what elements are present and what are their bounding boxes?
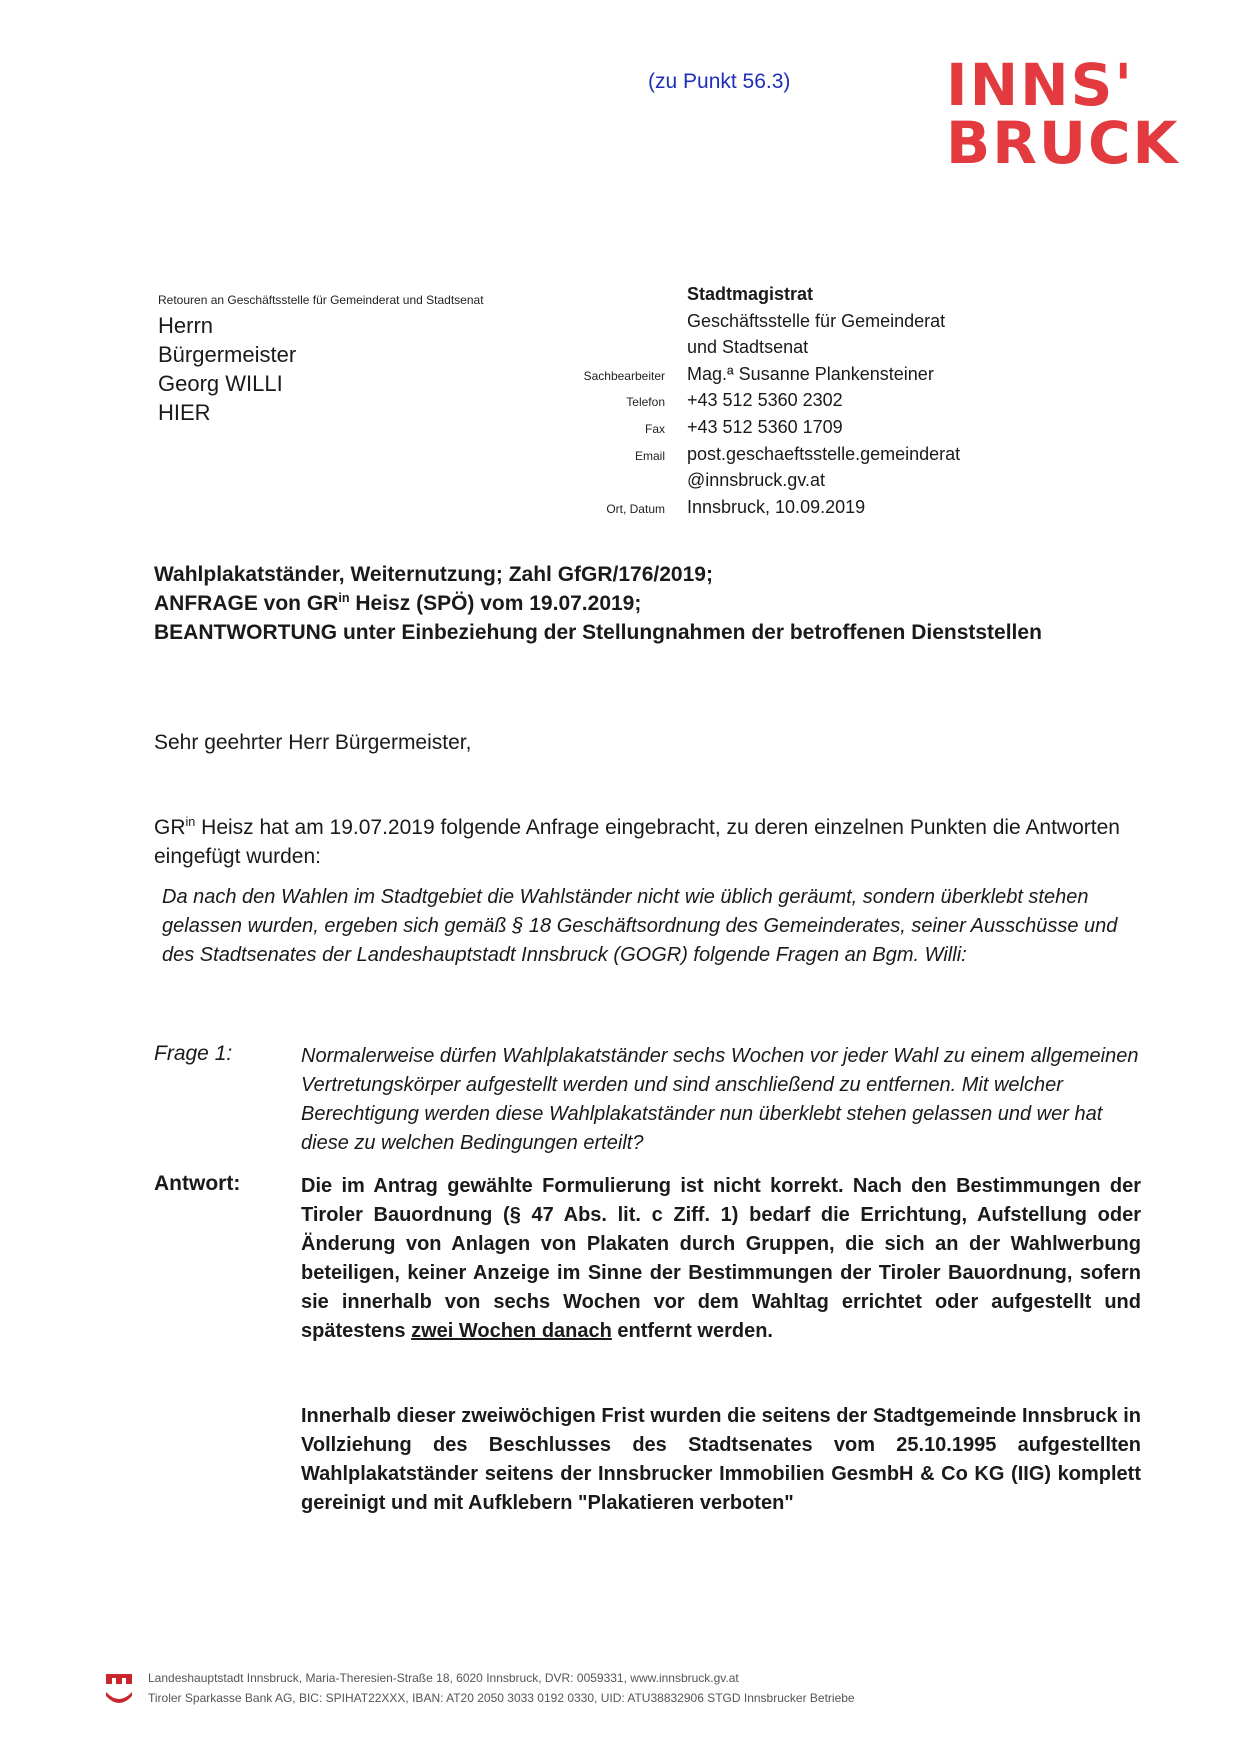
- logo-line-1: INNS': [946, 51, 1135, 119]
- recipient-line: Herrn: [158, 313, 214, 338]
- phone-number: +43 512 5360 2302: [687, 390, 843, 411]
- innsbruck-logo: [946, 51, 1196, 177]
- inquiry-quote: Da nach den Wahlen im Stadtgebiet die Wahlständer nicht wie üblich geräumt, sondern überklebt stehen gelassen wurden, ergeben sich gemäß § 18 Geschäftsordnung des Gemeinderates, seiner Ausschüsse und des Stadtsenates der Landeshauptstadt Innsbruck (GOGR) folgende Fragen an Bgm. Willi:: [162, 886, 1118, 966]
- fax-number: +43 512 5360 1709: [687, 416, 843, 437]
- email-label: Email: [634, 448, 665, 463]
- salutation: Sehr geehrter Herr Bürgermeister,: [154, 731, 472, 754]
- city-emblem-icon: [104, 1672, 134, 1710]
- question-label: Frage 1:: [154, 1042, 233, 1065]
- email-address[interactable]: post.geschaeftsstelle.gemeinderat: [687, 443, 961, 464]
- recipient-address: [158, 311, 296, 427]
- question-text: Normalerweise dürfen Wahlplakatständer sechs Wochen vor jeder Wahl zu einem allgemeinen Vertretungskörper aufgestellt werden und sind anschließend zu entfernen. Mit welcher Berechtigung werden diese Wahlplakatständer nun überklebt stehen gelassen und wer hat diese zu welchen Bedingungen erteilt?: [301, 1045, 1139, 1154]
- subject-line-3: BEANTWORTUNG unter Einbeziehung der Stellungnahmen der betroffenen Dienststellen: [154, 621, 1042, 644]
- clerk-label: Sachbearbeiter: [583, 368, 665, 383]
- phone-label: Telefon: [626, 395, 665, 410]
- subject-line-1: Wahlplakatständer, Weiternutzung; Zahl GfGR/176/2019;: [154, 563, 713, 586]
- answer-paragraph-2: Innerhalb dieser zweiwöchigen Frist wurden die seitens der Stadtgemeinde Innsbruck in Vollziehung des Beschlusses des Stadtsenates vom 25.10.1995 aufgestellten Wahlplakatständer seitens der Innsbrucker Immobilien GesmbH & Co KG (IIG) komplett gereinigt und mit Aufklebern "Plakatieren verboten": [301, 1405, 1141, 1514]
- sender-info-block: [520, 284, 1080, 523]
- recipient-line: Bürgermeister: [158, 342, 297, 367]
- recipient-line: HIER: [158, 400, 211, 425]
- recipient-line: Georg WILLI: [158, 371, 283, 396]
- clerk-name: Mag.ª Susanne Plankensteiner: [687, 363, 934, 384]
- answer-label: Antwort:: [154, 1172, 241, 1195]
- return-address-line: Retouren an Geschäftsstelle für Gemeinderat und Stadtsenat: [158, 293, 484, 307]
- fax-label: Fax: [644, 421, 665, 436]
- logo-line-2: BRUCK: [946, 109, 1180, 177]
- sender-department: und Stadtsenat: [687, 337, 809, 358]
- email-address-domain[interactable]: @innsbruck.gv.at: [687, 470, 825, 491]
- answer-paragraph-1: Die im Antrag gewählte Formulierung ist nicht korrekt. Nach den Bestimmungen der Tiroler Bauordnung (§ 47 Abs. lit. c Ziff. 1) bedarf die Errichtung, Aufstellung oder Änderung von Anlagen von Plakaten durch Gruppen, die sich an der Wahlwerbung beteiligen, keiner Anzeige im Sinne der Bestimmungen der Tiroler Bauordnung, sofern sie innerhalb von sechs Wochen vor dem Wahltag errichtet oder aufgestellt und spätestens zwei Wochen danach entfernt werden.: [301, 1175, 1141, 1342]
- place-date-label: Ort, Datum: [606, 501, 665, 516]
- subject-line-2: ANFRAGE von $GR^{in}$ Heisz (SPÖ) vom 19.07.2019;: [154, 591, 642, 615]
- subject-block: [154, 560, 1042, 647]
- place-date: Innsbruck, 10.09.2019: [687, 496, 866, 517]
- footer: [148, 1668, 855, 1708]
- intro-paragraph: $GR^{in}$ Heisz hat am 19.07.2019 folgende Anfrage eingebracht, zu deren einzelnen Punkten die Antworten eingefügt wurden:: [154, 815, 1120, 868]
- sender-department: Geschäftsstelle für Gemeinderat: [687, 310, 946, 331]
- footer-line-1: Landeshauptstadt Innsbruck, Maria-Theresien-Straße 18, 6020 Innsbruck, DVR: 0059331, www.innsbruck.gv.at: [148, 1671, 739, 1685]
- footer-line-2: Tiroler Sparkasse Bank AG, BIC: SPIHAT22XXX, IBAN: AT20 2050 3033 0192 0330, UID: ATU38832906 STGD Innsbrucker Betriebe: [148, 1691, 855, 1705]
- sender-office: Stadtmagistrat: [687, 284, 814, 304]
- reference-note: (zu Punkt 56.3): [648, 70, 791, 93]
